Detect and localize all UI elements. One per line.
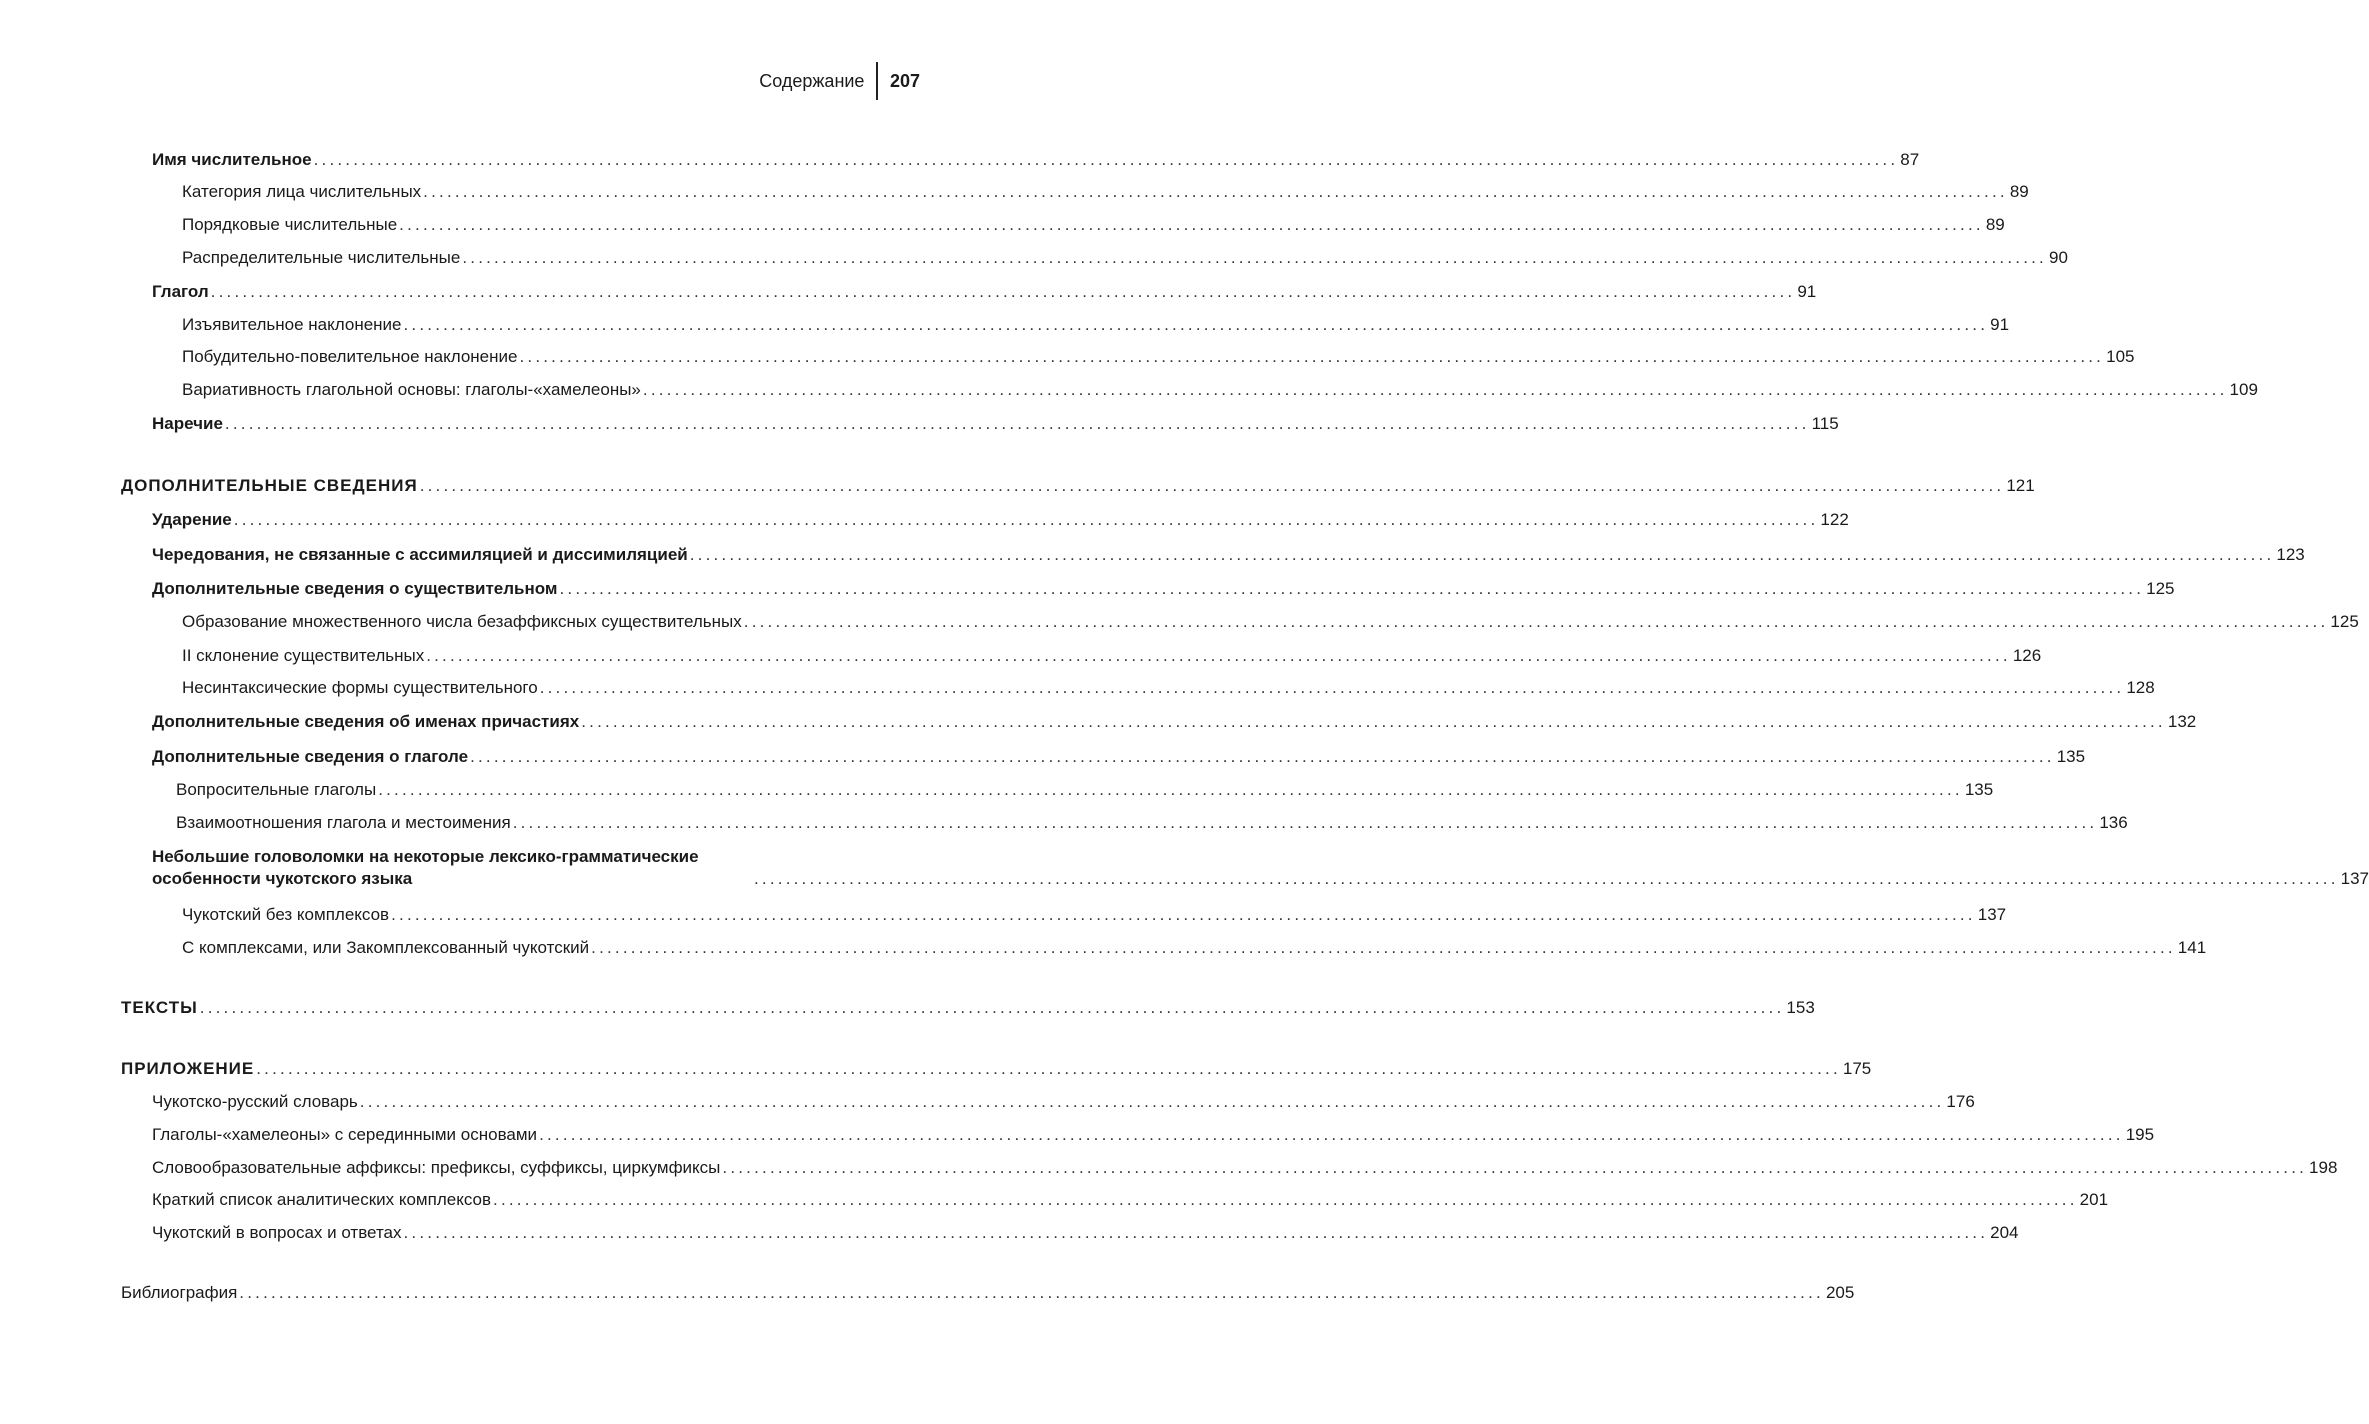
dot-leader: ........................................................................................................................................................................................................: [591, 938, 2176, 957]
toc-entry-title: ПРИЛОЖЕНИЕ: [121, 1059, 255, 1078]
dot-leader: ........................................................................................................................................................................................................: [581, 712, 2166, 731]
toc-entry-page: 136: [2099, 813, 2128, 832]
running-header: [759, 62, 920, 100]
toc-entry-title: Порядковые числительные: [182, 215, 398, 234]
toc-entry[interactable]: [152, 1189, 2109, 1211]
dot-leader: ........................................................................................................................................................................................................: [359, 1092, 1945, 1111]
toc-entry-page: 153: [1786, 998, 1815, 1017]
dot-leader: ........................................................................................................................................................................................................: [512, 813, 2098, 832]
toc-entry[interactable]: [152, 509, 1849, 531]
toc-entry-title: Ударение: [152, 510, 232, 529]
dot-leader: ........................................................................................................................................................................................................: [313, 150, 1899, 169]
toc-entry-page: 90: [2048, 248, 2068, 267]
toc-entry-title: Несинтаксические формы существительного: [182, 678, 538, 697]
toc-entry[interactable]: [152, 281, 1817, 303]
toc-entry[interactable]: [182, 247, 2068, 269]
toc-entry[interactable]: [152, 711, 2197, 733]
toc-entry-page: 195: [2125, 1125, 2155, 1144]
toc-entry[interactable]: [182, 677, 2155, 699]
dot-leader: ........................................................................................................................................................................................................: [391, 905, 1976, 924]
toc-entry-title: Словообразовательные аффиксы: префиксы, суффиксы, циркумфиксы: [152, 1158, 721, 1177]
toc-entry-title: Дополнительные сведения о существительном: [152, 579, 558, 598]
dot-leader: ........................................................................................................................................................................................................: [419, 476, 2005, 495]
toc-entry[interactable]: [152, 1222, 2019, 1244]
toc-entry-title: Краткий список аналитических комплексов: [152, 1190, 492, 1209]
toc-entry-title: Вопросительные глаголы: [176, 780, 377, 799]
toc-entry-title: ТЕКСТЫ: [121, 998, 198, 1017]
toc-entry-page: 205: [1825, 1283, 1855, 1302]
toc-entry[interactable]: [152, 746, 2086, 768]
toc-entry-title: Чукотско-русский словарь: [152, 1092, 358, 1111]
toc-entry[interactable]: [121, 997, 1815, 1019]
dot-leader: ........................................................................................................................................................................................................: [199, 998, 1785, 1017]
toc-entry-title: Чередования, не связанные с ассимиляцией и диссимиляцией: [152, 545, 688, 564]
dot-leader: ........................................................................................................................................................................................................: [743, 612, 2329, 631]
toc-entry-title: Дополнительные сведения об именах причастиях: [152, 712, 580, 731]
toc-entry-title: Глагол: [152, 282, 209, 301]
toc-entry-title: Вариативность глагольной основы: глаголы-«хамелеоны»: [182, 380, 641, 399]
toc-entry[interactable]: [182, 611, 2359, 633]
toc-entry[interactable]: [182, 904, 2007, 926]
toc-entry-page: 175: [1842, 1059, 1872, 1078]
toc-entry-title: С комплексами, или Закомплексованный чукотский: [182, 938, 590, 957]
toc-entry-page: 135: [1964, 780, 1994, 799]
toc-entry[interactable]: [176, 812, 2128, 834]
dot-leader: ........................................................................................................................................................................................................: [462, 248, 2047, 267]
toc-entry-title: II склонение существительных: [182, 646, 425, 665]
dot-leader: ........................................................................................................................................................................................................: [426, 646, 2011, 665]
toc-entry-page: 132: [2167, 712, 2197, 731]
toc-entry[interactable]: [152, 846, 2369, 890]
dot-leader: ........................................................................................................................................................................................................: [423, 182, 2008, 201]
toc-entry[interactable]: [182, 214, 2005, 236]
toc-entry[interactable]: [182, 181, 2029, 203]
toc-entry-title: Распределительные числительные: [182, 248, 461, 267]
toc-entry-page: 137: [1977, 905, 2007, 924]
toc-entry[interactable]: [121, 475, 2035, 497]
toc-entry-page: 105: [2106, 347, 2135, 366]
toc-entry[interactable]: [121, 1282, 1855, 1304]
toc-entry-page: 89: [1985, 215, 2005, 234]
dot-leader: ........................................................................................................................................................................................................: [256, 1059, 1841, 1078]
toc-entry-title: Дополнительные сведения о глаголе: [152, 747, 469, 766]
toc-entry-page: 125: [2330, 612, 2359, 631]
toc-entry-title: Взаимоотношения глагола и местоимения: [176, 813, 511, 832]
toc-entry-title: Побудительно-повелительное наклонение: [182, 347, 518, 366]
dot-leader: ........................................................................................................................................................................................................: [493, 1190, 2078, 1209]
dot-leader: ........................................................................................................................................................................................................: [403, 315, 1989, 334]
toc-entry-page: 87: [1900, 150, 1920, 169]
toc-entry-page: 198: [2309, 1158, 2338, 1177]
dot-leader: ........................................................................................................................................................................................................: [233, 510, 1819, 529]
dot-leader: ........................................................................................................................................................................................................: [378, 780, 1963, 799]
toc-entry-title: ДОПОЛНИТЕЛЬНЫЕ СВЕДЕНИЯ: [121, 476, 418, 495]
toc-entry-page: 137: [2340, 869, 2369, 888]
toc-entry-page: 115: [1811, 414, 1839, 433]
toc-entry[interactable]: [152, 149, 1920, 171]
dot-leader: ........................................................................................................................................................................................................: [539, 1125, 2124, 1144]
toc-entry-title: Чукотский без комплексов: [182, 905, 390, 924]
dot-leader: ........................................................................................................................................................................................................: [689, 545, 2275, 564]
toc-entry-title: Библиография: [121, 1283, 238, 1302]
toc-entry[interactable]: [152, 413, 1839, 435]
toc-entry[interactable]: [182, 379, 2258, 401]
toc-entry[interactable]: [152, 1124, 2155, 1146]
dot-leader: ........................................................................................................................................................................................................: [539, 678, 2125, 697]
running-header-title: Содержание: [759, 70, 865, 91]
page-number: 207: [889, 70, 920, 91]
toc-entry-page: 109: [2229, 380, 2258, 399]
toc-entry[interactable]: [176, 779, 1994, 801]
toc-entry-page: 122: [1820, 510, 1849, 529]
toc-entry[interactable]: [152, 1091, 1975, 1113]
toc-entry-title: Наречие: [152, 414, 223, 433]
toc-entry-title: Образование множественного числа безаффиксных существительных: [182, 612, 742, 631]
toc-entry-title: Категория лица числительных: [182, 182, 422, 201]
dot-leader: ........................................................................................................................................................................................................: [239, 1283, 1824, 1302]
dot-leader: ........................................................................................................................................................................................................: [399, 215, 1984, 234]
dot-leader: ........................................................................................................................................................................................................: [722, 1158, 2308, 1177]
toc-entry-page: 121: [2006, 476, 2035, 495]
toc-entry[interactable]: [182, 346, 2135, 368]
toc-entry-page: 128: [2126, 678, 2155, 697]
toc-entry[interactable]: [152, 578, 2175, 600]
toc-entry[interactable]: [182, 937, 2207, 959]
dot-leader: ........................................................................................................................................................................................................: [224, 414, 1810, 433]
toc-entry-title: Имя числительное: [152, 150, 312, 169]
toc-entry-title: Чукотский в вопросах и ответах: [152, 1223, 402, 1242]
toc-entry[interactable]: [182, 314, 2010, 336]
dot-leader: ........................................................................................................................................................................................................: [754, 869, 2339, 888]
dot-leader: ........................................................................................................................................................................................................: [559, 579, 2145, 598]
toc-entry-page: 141: [2177, 938, 2207, 957]
toc-entry-page: 91: [1990, 315, 2010, 334]
toc-entry-page: 123: [2276, 545, 2305, 564]
toc-entry-page: 204: [1990, 1223, 2019, 1242]
toc-entry-page: 176: [1946, 1092, 1975, 1111]
dot-leader: ........................................................................................................................................................................................................: [403, 1223, 1989, 1242]
toc-entry[interactable]: [121, 1058, 1872, 1080]
toc-entry[interactable]: [152, 1157, 2338, 1179]
toc-entry-page: 91: [1797, 282, 1817, 301]
toc-entry-page: 89: [2009, 182, 2029, 201]
dot-leader: ........................................................................................................................................................................................................: [470, 747, 2055, 766]
toc-entry-title: Глаголы-«хамелеоны» с серединными основами: [152, 1125, 538, 1144]
toc-entry-page: 201: [2079, 1190, 2109, 1209]
toc-entry-title: Небольшие головоломки на некоторые лексико-грамматические особенности чукотского языка: [152, 847, 699, 888]
toc-entry[interactable]: [182, 645, 2042, 667]
toc-entry-page: 126: [2012, 646, 2042, 665]
toc-entry-page: 125: [2146, 579, 2175, 598]
toc-entry[interactable]: [152, 544, 2305, 566]
toc-entry-title: Изъявительное наклонение: [182, 315, 402, 334]
dot-leader: ........................................................................................................................................................................................................: [642, 380, 2228, 399]
dot-leader: ........................................................................................................................................................................................................: [519, 347, 2105, 366]
toc-entry-page: 135: [2056, 747, 2086, 766]
dot-leader: ........................................................................................................................................................................................................: [210, 282, 1796, 301]
